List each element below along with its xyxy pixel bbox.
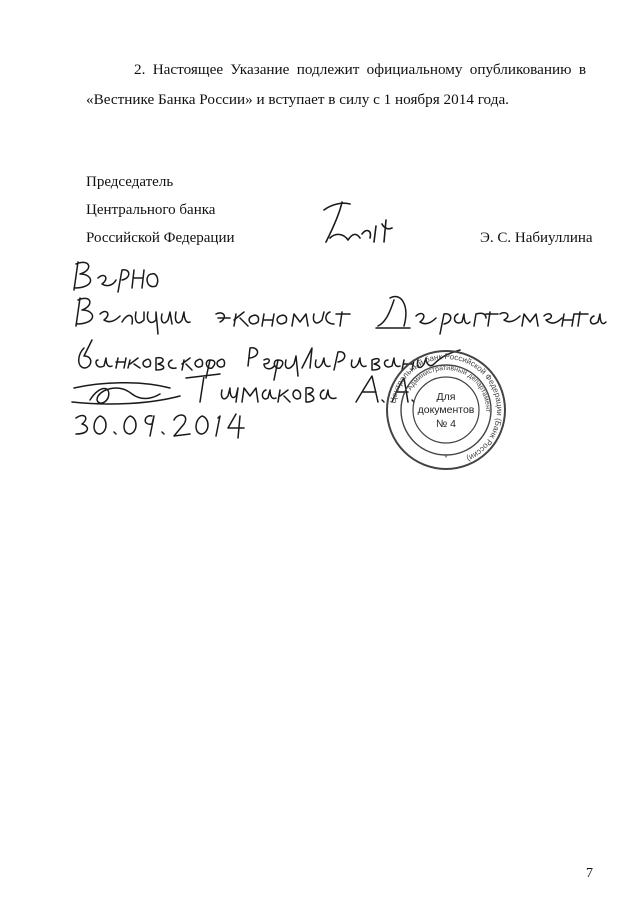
stamp-ring-text: Центральный банк Российской Федерации (Банк России)	[388, 351, 505, 464]
signatory-title-line-3: Российской Федерации	[86, 230, 235, 246]
signer-name: Э. С. Набиуллина	[480, 230, 593, 246]
stamp-center-line-2: документов	[417, 404, 475, 416]
signatory-title-line-2: Центрального банка	[86, 202, 216, 218]
signatory-title-line-1: Председатель	[86, 174, 174, 190]
stamp-center-line-1: Для	[436, 391, 456, 403]
page-number: 7	[586, 866, 593, 881]
signatory-title	[86, 168, 235, 252]
official-stamp	[384, 348, 508, 472]
stamp-center-line-3: № 4	[435, 418, 457, 430]
handwritten-certification	[60, 256, 620, 446]
stamp-star-icon: *	[444, 455, 448, 462]
paragraph-line-1: 2. Настоящее Указание подлежит официальному опубликованию в	[134, 61, 586, 78]
paragraph-line-2: «Вестнике Банка России» и вступает в силу с 1 ноября 2014 года.	[86, 91, 509, 108]
chairman-signature	[318, 198, 398, 250]
stamp-inner-ring-text: Административный департамент	[406, 364, 492, 413]
publication-paragraph	[86, 55, 586, 115]
